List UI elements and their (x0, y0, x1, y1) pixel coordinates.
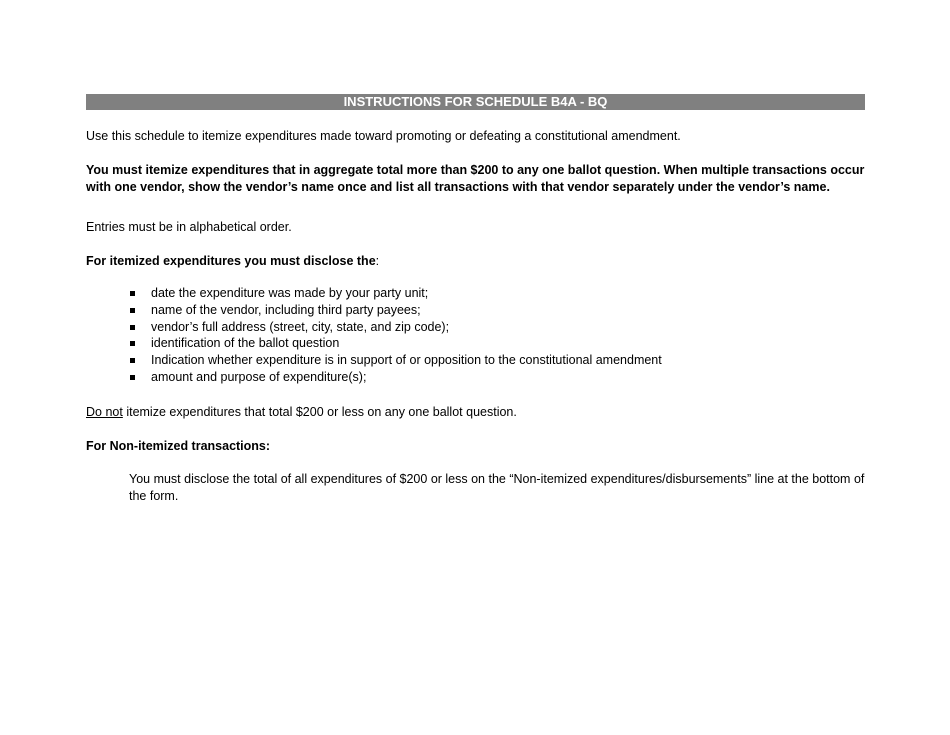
list-item (130, 369, 865, 386)
intro-text: Use this schedule to itemize expenditures made toward promoting or defeating a constitutional amendment. (86, 129, 681, 143)
disclosure-list (86, 285, 865, 386)
do-not-rest: itemize expenditures that total $200 or less on any one ballot question. (122, 404, 517, 419)
list-item (130, 302, 865, 319)
list-item (130, 352, 865, 369)
list-item-text: date the expenditure was made by your party unit; (151, 285, 429, 300)
disclose-heading-bold: For itemized expenditures you must disclose the (86, 254, 376, 269)
square-bullet-icon (130, 291, 135, 296)
disclose-heading (86, 253, 865, 270)
disclose-heading-colon: : (375, 254, 380, 269)
square-bullet-icon (130, 341, 135, 346)
itemize-requirement-note: You must itemize expenditures that in aggregate total more than $200 to any one ballot question. When multiple transactions occur with one vendor, show the vendor’s name once and list all transactions with that vendor separately under the vendor’s name. (86, 162, 865, 194)
square-bullet-icon (130, 358, 135, 363)
list-item-text: Indication whether expenditure is in support of or opposition to the constitutional amendment (151, 353, 662, 368)
instructions-page (86, 94, 865, 505)
non-itemized-body: You must disclose the total of all expenditures of $200 or less on the “Non-itemized expenditures/disbursements” line at the bottom of the form. (129, 472, 865, 504)
list-item (130, 335, 865, 352)
list-item-text: vendor’s full address (street, city, state, and zip code); (151, 319, 450, 334)
list-item (130, 319, 865, 336)
square-bullet-icon (130, 375, 135, 380)
square-bullet-icon (130, 325, 135, 330)
non-itemized-heading: For Non-itemized transactions: (86, 438, 271, 453)
list-item (130, 285, 865, 302)
list-item-text: name of the vendor, including third party payees; (151, 302, 421, 317)
do-not-underlined: Do not (86, 404, 123, 419)
page-title: INSTRUCTIONS FOR SCHEDULE B4A - BQ (86, 94, 865, 110)
alphabetical-order-note: Entries must be in alphabetical order. (86, 220, 292, 235)
list-item-text: amount and purpose of expenditure(s); (151, 369, 367, 384)
square-bullet-icon (130, 308, 135, 313)
do-not-itemize-note (86, 404, 865, 421)
list-item-text: identification of the ballot question (151, 336, 340, 351)
